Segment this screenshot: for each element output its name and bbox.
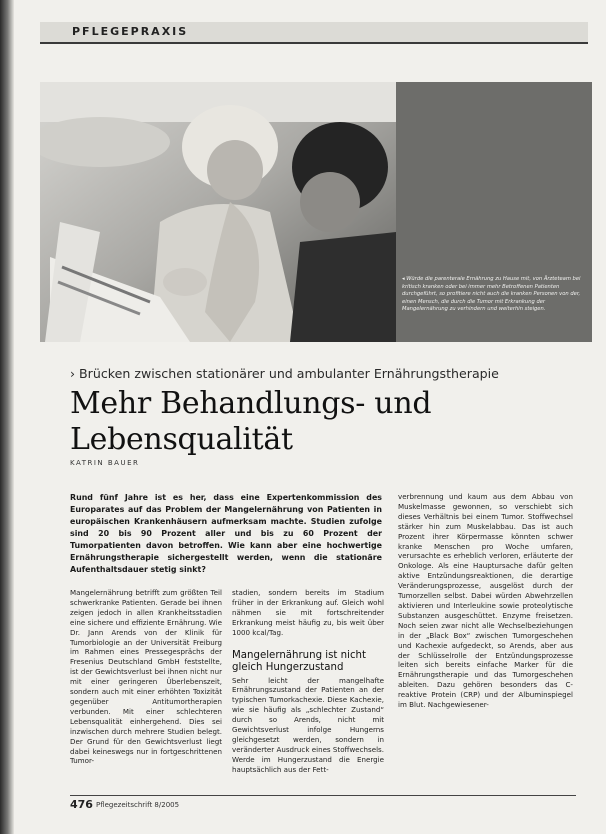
article-photo xyxy=(40,82,396,342)
article-author: KATRIN BAUER xyxy=(70,459,140,467)
page-number: 476 xyxy=(70,798,93,811)
journal-name: Pflegezeitschrift 8/2005 xyxy=(96,801,180,809)
body-paragraph: Sehr leicht der mangelhafte Ernährungszustand der Patienten an der typischen Tumorkachexie. Diese Kachexie, wie sie häufig als „schlechter Zustand“ durch so Arends, nicht mit Gewichtsverlust infolge Hungerns gleichgesetzt werden, sondern in veränderter Ausdruck eines Stoffwechsels. Werde im Hungerzustand die Energie hauptsächlich aus der Fett- xyxy=(232,675,384,774)
article-kicker: › Brücken zwischen stationärer und ambulanter Ernährungstherapie xyxy=(70,366,499,381)
book-spine-shadow xyxy=(0,0,14,834)
photo-caption-text: Würde die parenterale Ernährung zu Hause mit, von Ärzteteam bei kritisch kranken oder bei immer mehr Betroffenen Patienten durchgeführt, so profitiere nicht auch die kranken Personen von der, einen Mensch, die durch die Tumor mit Erkrankung der Mangelernährung zu verhindern und weiterhin steigen. xyxy=(402,276,581,313)
caption-marker-icon: ◂ xyxy=(402,276,407,282)
section-header-bar xyxy=(40,22,588,44)
article-title xyxy=(70,386,550,458)
photo-caption xyxy=(402,276,588,314)
footer-divider xyxy=(70,795,576,796)
section-label: PFLEGEPRAXIS xyxy=(72,25,189,38)
body-paragraph: stadien, sondern bereits im Stadium früher in der Erkrankung auf. Gleich wohl nähmen sie mit fortschreitender Erkrankung meist häufig zu, bis weit über 1000 kcal/Tag. xyxy=(232,588,384,637)
photo-illustration xyxy=(40,82,396,342)
body-column-right xyxy=(398,492,573,710)
body-paragraph: verbrennung und kaum aus dem Abbau von Muskelmasse gewonnen, so verschiebt sich dieses Verhältnis bei einem Tumor. Stoffwechsel stärker hin zum Muskelabbau. Das ist auch Prozent ihrer Körpermasse könnten schwer kranke Menschen pro Woche umfaren, verursachte es erheblich verloren, erläuterte der Onkologe. Als eine Hauptursache dafür gelten aktive Entzündungsreaktionen, die derartige Veränderungsprozesse, ausgelöst durch der Tumorzellen selbst. Dabei würden Abwehrzellen aktivieren und Interleukine sowie proteolytische Substanzen ausgeschüttet. Enzyme freisetzen. Noch seien zwar nicht alle Wechselbeziehungen in der „Black Box“ zwischen Tumorgeschehen und Kachexie aufgedeckt, so Arends, aber aus der Schlüsselrolle der Entzündungsprozesse leiten sich bereits einfache Marker für die Ernährungstherapie und das Tumorgeschehen ableiten. Dazu gehören besonders das C-reaktive Protein (CRP) und der Albuminspiegel im Blut. Nachgewiesener- xyxy=(398,492,573,710)
article-title-line-2: Lebensqualität xyxy=(70,422,293,457)
body-paragraph: Mangelernährung betrifft zum größten Teil schwerkranke Patienten. Gerade bei ihnen zeigen jedoch in allen Krankheitsstadien eine sichere und effiziente Ernährung. Wie Dr. Jann Arends von der Klinik für Tumorbiologie an der Universität Freiburg im Rahmen eines Pressegesprächs der Fresenius Deutschland GmbH feststellte, ist der Gewichtsverlust bei ihnen nicht nur mit einer geringeren Überlebenszeit, sondern auch mit einer erhöhten Toxizität gegenüber Antitumortherapien verbunden. Mit einer schlechteren Lebensqualität einhergehend. Dies sei inzwischen durch mehrere Studien belegt. Der Grund für den Gewichtsverlust liegt dabei keineswegs nur in fortgeschrittenen Tumor- xyxy=(70,588,222,766)
body-column-middle xyxy=(232,588,384,775)
article-title-line-1: Mehr Behandlungs- und xyxy=(70,386,432,421)
section-subheading: Mangelernährung ist nicht gleich Hungerzustand xyxy=(232,649,367,673)
body-column-left xyxy=(70,588,222,766)
article-lead: Rund fünf Jahre ist es her, dass eine Expertenkommission des Europarates auf das Problem der Mangelernährung von Patienten in europäischen Krankenhäusern aufmerksam machte. Studien zufolge sind 20 bis 90 Prozent aller und bis zu 60 Prozent der Tumorpatienten davon betroffen. Wie kann aber eine hochwertige Ernährungstherapie sichergestellt werden, wenn die stationäre Aufenthaltsdauer stetig sinkt? xyxy=(70,493,382,574)
